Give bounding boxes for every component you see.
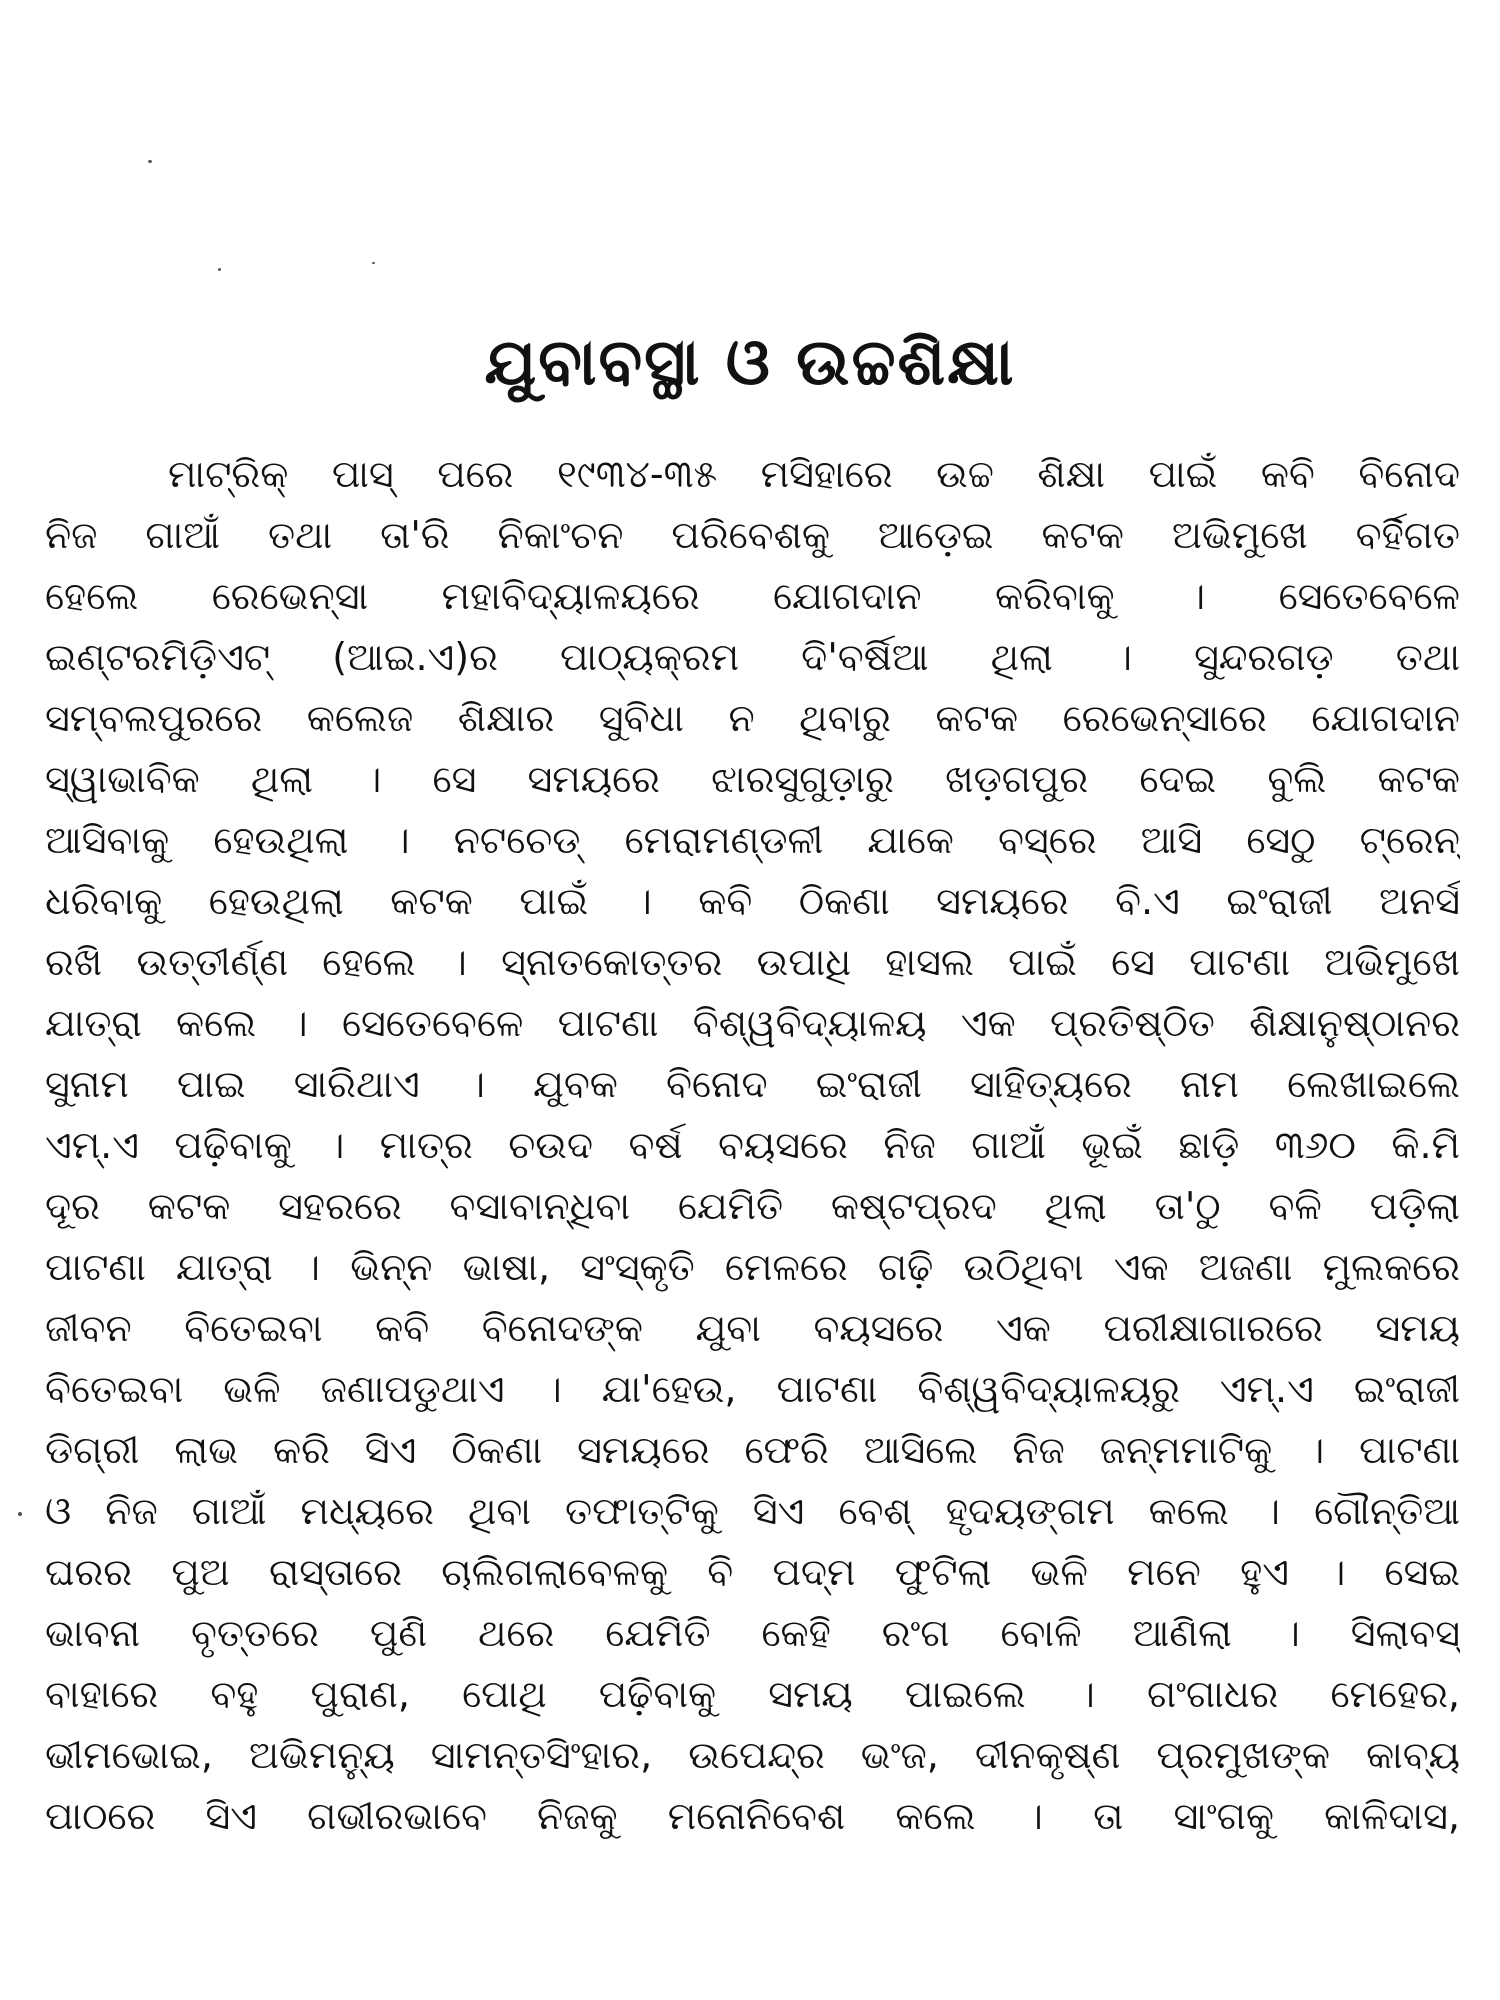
text-line: ଭାବନା ବୃତ୍ତରେ ପୁଣି ଥରେ ଯେମିତି କେହି ରଂଗ ବୋଳି ଆଣିଲା । ସିଲାବସ୍: [45, 1611, 1460, 1655]
text-line: ଇଣ୍ଟରମିଡ଼ିଏଟ୍ (ଆଇ.ଏ)ର ପାଠ୍ୟକ୍ରମ ଦି'ବର୍ଷିଆ ଥିଲା । ସୁନ୍ଦରଗଡ଼ ତଥା: [45, 635, 1460, 679]
scan-speck: [372, 262, 375, 264]
scan-speck: [218, 268, 221, 271]
text-line: ନିଜ ଗାଆଁ ତଥା ତା'ରି ନିକାଂଚନ ପରିବେଶକୁ ଆଡ଼େଇ କଟକ ଅଭିମୁଖେ ବର୍ହିଗତ: [45, 513, 1460, 557]
text-line: ଡିଗ୍ରୀ ଲାଭ କରି ସିଏ ଠିକଣା ସମୟରେ ଫେରି ଆସିଲେ ନିଜ ଜନ୍ମମାଟିକୁ । ପାଟଣା: [45, 1428, 1460, 1472]
text-line: ସୁନାମ ପାଇ ସାରିଥାଏ । ଯୁବକ ବିନୋଦ ଇଂରାଜୀ ସାହିତ୍ୟରେ ନାମ ଲେଖାଇଲେ: [45, 1062, 1460, 1106]
text-line: ବାହାରେ ବହୁ ପୁରାଣ, ପୋଥି ପଢ଼ିବାକୁ ସମୟ ପାଇଲେ । ଗଂଗାଧର ମେହେର,: [45, 1672, 1460, 1716]
text-line: ଭୀମଭୋଇ, ଅଭିମନ୍ୟୁ ସାମନ୍ତସିଂହାର, ଉପେନ୍ଦ୍ର ଭଂଜ, ଦୀନକୃଷ୍ଣ ପ୍ରମୁଖଙ୍କ କାବ୍ୟ: [45, 1733, 1460, 1777]
scan-speck: [18, 1512, 22, 1516]
text-line: ପାଟଣା ଯାତ୍ରା । ଭିନ୍ନ ଭାଷା, ସଂସ୍କୃତି ମେଳରେ ଗଢ଼ି ଉଠିଥିବା ଏକ ଅଜଣା ମୁଲକରେ: [45, 1245, 1460, 1289]
text-line: ଧରିବାକୁ ହେଉଥିଲା କଟକ ପାଇଁ । କବି ଠିକଣା ସମୟରେ ବି.ଏ ଇଂରାଜୀ ଅନର୍ସ: [45, 879, 1460, 923]
text-line: ମାଟ୍ରିକ୍ ପାସ୍ ପରେ ୧୯୩୪-୩୫ ମସିହାରେ ଉଚ୍ଚ ଶିକ୍ଷା ପାଇଁ କବି ବିନୋଦ: [168, 452, 1460, 496]
text-line: ସ୍ୱାଭାବିକ ଥିଲା । ସେ ସମୟରେ ଝାରସୁଗୁଡ଼ାରୁ ଖଡ଼ଗପୁର ଦେଇ ବୁଲି କଟକ: [45, 757, 1460, 801]
text-line: ସମ୍ବଲପୁରରେ କଲେଜ ଶିକ୍ଷାର ସୁବିଧା ନ ଥିବାରୁ କଟକ ରେଭେନ୍‌ସାରେ ଯୋଗଦାନ: [45, 696, 1460, 740]
text-line: ହେଲେ ରେଭେନ୍‌ସା ମହାବିଦ୍ୟାଳୟରେ ଯୋଗଦାନ କରିବାକୁ । ସେତେବେଳେ: [45, 574, 1460, 618]
text-line: ଜୀବନ ବିତେଇବା କବି ବିନୋଦଙ୍କ ଯୁବା ବୟସରେ ଏକ ପରୀକ୍ଷାଗାରରେ ସମୟ: [45, 1306, 1460, 1350]
text-line: ଦୂର କଟକ ସହରରେ ବସାବାନ୍ଧିବା ଯେମିତି କଷ୍ଟପ୍ରଦ ଥିଲା ତା'ଠୁ ବଳି ପଡ଼ିଲା: [45, 1184, 1460, 1228]
scan-speck: [148, 160, 152, 163]
text-line: ଓ ନିଜ ଗାଆଁ ମଧ୍ୟରେ ଥିବା ତଫାତ୍‌ଟିକୁ ସିଏ ବେଶ୍ ହୃଦୟଙ୍ଗମ କଲେ । ଗୌନ୍ତିଆ: [45, 1489, 1460, 1533]
text-line: ବିତେଇବା ଭଳି ଜଣାପଡୁଥାଏ । ଯା'ହେଉ, ପାଟଣା ବିଶ୍ୱବିଦ୍ୟାଳୟରୁ ଏମ୍.ଏ ଇଂରାଜୀ: [45, 1367, 1460, 1411]
text-line: ପାଠରେ ସିଏ ଗଭୀରଭାବେ ନିଜକୁ ମନୋନିବେଶ କଲେ । ତା ସାଂଗକୁ କାଳିଦାସ,: [45, 1794, 1460, 1838]
text-line: ରଖି ଉତ୍ତୀର୍ଣ୍ଣ ହେଲେ । ସ୍ନାତକୋତ୍ତର ଉପାଧି ହାସଲ ପାଇଁ ସେ ପାଟଣା ଅଭିମୁଖେ: [45, 940, 1460, 984]
text-line: ଏମ୍.ଏ ପଢ଼ିବାକୁ । ମାତ୍ର ଚଉଦ ବର୍ଷ ବୟସରେ ନିଜ ଗାଆଁ ଭୂଇଁ ଛାଡ଼ି ୩୬୦ କି.ମି: [45, 1123, 1460, 1167]
text-line: ଆସିବାକୁ ହେଉଥିଲା । ନଟଚେଡ୍ ମେରାମଣ୍ଡଳୀ ଯାକେ ବସ୍‌ରେ ଆସି ସେଠୁ ଟ୍ରେନ୍: [45, 818, 1460, 862]
page-title: ଯୁବାବସ୍ଥା ଓ ଉଚ୍ଚଶିକ୍ଷା: [484, 326, 1016, 400]
text-line: ଘରର ପୁଅ ରାସ୍ତାରେ ଚାଲିଗଲାବେଳକୁ ବି ପଦ୍ମ ଫୁଟିଲା ଭଳି ମନେ ହୁଏ । ସେଇ: [45, 1550, 1460, 1594]
text-line: ଯାତ୍ରା କଲେ । ସେତେବେଳେ ପାଟଣା ବିଶ୍ୱବିଦ୍ୟାଳୟ ଏକ ପ୍ରତିଷ୍ଠିତ ଶିକ୍ଷାନୁଷ୍ଠାନର: [45, 1001, 1460, 1045]
